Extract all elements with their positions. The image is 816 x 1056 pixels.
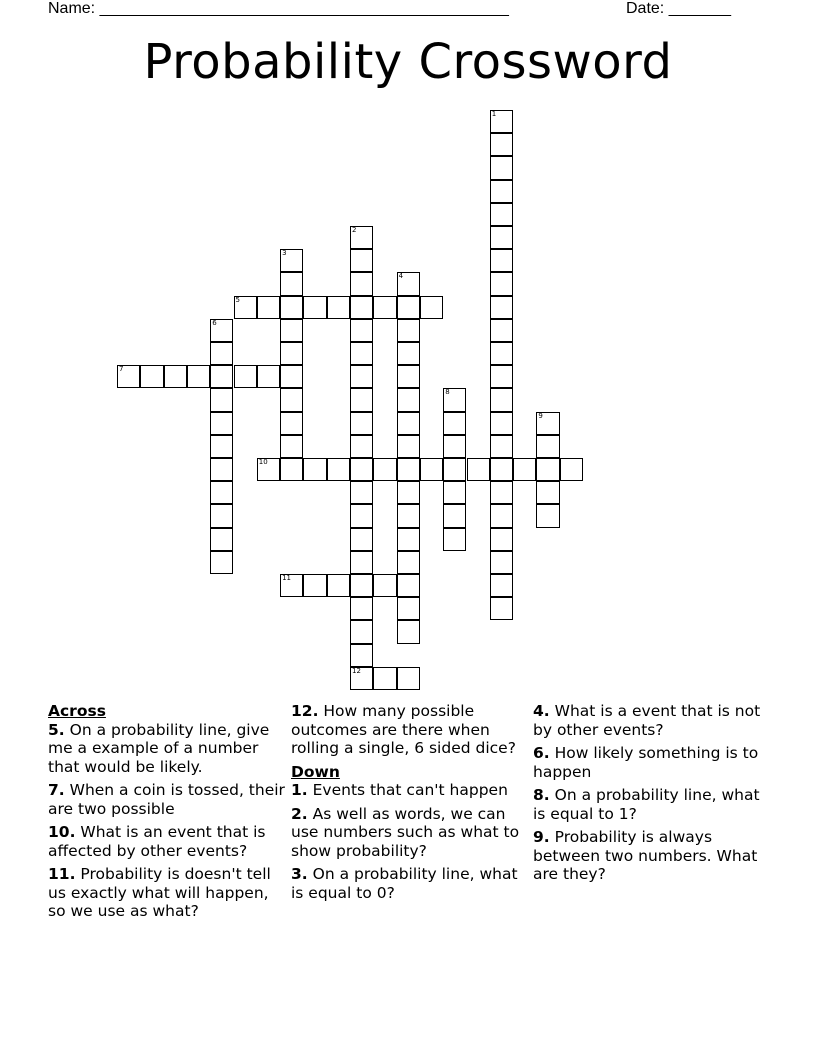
crossword-cell[interactable] (280, 574, 303, 597)
crossword-cell[interactable] (490, 504, 513, 527)
crossword-cell[interactable] (490, 296, 513, 319)
crossword-cell[interactable] (373, 296, 396, 319)
crossword-cell[interactable] (210, 412, 233, 435)
clue-text: Probability is always between two numbers. What are they? (533, 828, 758, 883)
crossword-cell[interactable] (234, 296, 257, 319)
cell-number: 5 (235, 295, 240, 304)
crossword-cell[interactable] (350, 319, 373, 342)
crossword-cell[interactable] (280, 272, 303, 295)
crossword-cell[interactable] (327, 574, 350, 597)
clue-text: On a probability line, give me a example of a number that would be likely. (48, 720, 270, 776)
crossword-cell[interactable] (187, 365, 210, 388)
crossword-cell[interactable] (350, 412, 373, 435)
crossword-cell[interactable] (397, 412, 420, 435)
name-field-label: Name: ______________________________________________ (48, 0, 509, 17)
crossword-cell[interactable] (303, 296, 326, 319)
clue-text: What is a event that is not by other events? (533, 702, 761, 739)
page-title: Probability Crossword (143, 34, 673, 90)
clue-number: 9. (533, 828, 550, 846)
crossword-cell[interactable] (490, 133, 513, 156)
crossword-cell[interactable] (350, 644, 373, 667)
clue-column-2 (291, 702, 531, 907)
crossword-cell[interactable] (490, 365, 513, 388)
clue-down-4 (533, 702, 773, 739)
crossword-cell[interactable] (280, 458, 303, 481)
crossword-cell[interactable] (117, 365, 140, 388)
crossword-cell[interactable] (536, 458, 559, 481)
crossword-cell[interactable] (257, 365, 280, 388)
crossword-cell[interactable] (490, 319, 513, 342)
crossword-cell[interactable] (443, 504, 466, 527)
crossword-cell[interactable] (280, 365, 303, 388)
crossword-cell[interactable] (397, 296, 420, 319)
clue-across-7 (48, 781, 288, 818)
clue-across-5 (48, 721, 288, 777)
crossword-cell[interactable] (467, 458, 490, 481)
crossword-cell[interactable] (397, 481, 420, 504)
crossword-cell[interactable] (443, 458, 466, 481)
clue-down-1 (291, 781, 531, 800)
crossword-cell[interactable] (303, 574, 326, 597)
crossword-cell[interactable] (280, 412, 303, 435)
cell-number: 7 (119, 365, 124, 374)
crossword-cell[interactable] (490, 388, 513, 411)
crossword-cell[interactable] (303, 458, 326, 481)
crossword-cell[interactable] (210, 319, 233, 342)
crossword-cell[interactable] (350, 435, 373, 458)
clue-text: When a coin is tossed, their are two possible (48, 781, 285, 818)
crossword-cell[interactable] (536, 435, 559, 458)
crossword-cell[interactable] (397, 620, 420, 643)
crossword-cell[interactable] (350, 574, 373, 597)
crossword-cell[interactable] (490, 435, 513, 458)
crossword-cell[interactable] (490, 272, 513, 295)
down-heading: Down (291, 762, 340, 781)
crossword-cell[interactable] (280, 435, 303, 458)
cell-number: 6 (212, 318, 217, 327)
clue-across-10 (48, 823, 288, 860)
clue-down-2 (291, 805, 531, 861)
date-field-label: Date: _______ (626, 0, 731, 17)
clue-across-11 (48, 865, 288, 921)
crossword-cell[interactable] (210, 528, 233, 551)
crossword-cell[interactable] (490, 110, 513, 133)
crossword-cell[interactable] (397, 528, 420, 551)
crossword-cell[interactable] (536, 504, 559, 527)
clue-text: As well as words, we can use numbers such as what to show probability? (291, 804, 520, 860)
crossword-cell[interactable] (210, 481, 233, 504)
crossword-cell[interactable] (397, 504, 420, 527)
crossword-cell[interactable] (490, 203, 513, 226)
clue-text: Events that can't happen (312, 781, 508, 799)
clue-across-12 (291, 702, 531, 758)
crossword-cell[interactable] (397, 435, 420, 458)
crossword-cell[interactable] (350, 272, 373, 295)
crossword-cell[interactable] (397, 319, 420, 342)
clue-down-9 (533, 828, 773, 884)
crossword-cell[interactable] (210, 342, 233, 365)
crossword-cell[interactable] (280, 296, 303, 319)
crossword-cell[interactable] (280, 319, 303, 342)
clue-text: On a probability line, what is equal to 0? (291, 865, 518, 902)
cell-number: 10 (258, 458, 268, 466)
crossword-cell[interactable] (490, 249, 513, 272)
cell-number: 8 (445, 388, 450, 397)
clue-down-3 (291, 865, 531, 902)
crossword-cell[interactable] (536, 481, 559, 504)
cell-number: 12 (352, 666, 361, 675)
crossword-cell[interactable] (350, 458, 373, 481)
crossword-cell[interactable] (350, 365, 373, 388)
crossword-cell[interactable] (490, 226, 513, 249)
crossword-cell[interactable] (350, 296, 373, 319)
crossword-cell[interactable] (536, 412, 559, 435)
crossword-cell[interactable] (490, 342, 513, 365)
clue-number: 5. (48, 720, 65, 739)
crossword-cell[interactable] (350, 504, 373, 527)
clue-number: 7. (48, 781, 65, 799)
crossword-cell[interactable] (420, 296, 443, 319)
crossword-cell[interactable] (280, 249, 303, 272)
clue-number: 4. (533, 702, 550, 720)
crossword-cell[interactable] (490, 528, 513, 551)
clue-text: On a probability line, what is equal to 1? (533, 786, 760, 823)
clue-number: 8. (533, 786, 550, 804)
crossword-cell[interactable] (210, 365, 233, 388)
crossword-cell[interactable] (210, 388, 233, 411)
crossword-cell[interactable] (350, 667, 373, 690)
crossword-cell[interactable] (397, 597, 420, 620)
crossword-cell[interactable] (420, 458, 443, 481)
crossword-cell[interactable] (443, 481, 466, 504)
clue-number: 1. (291, 781, 308, 799)
crossword-cell[interactable] (397, 574, 420, 597)
crossword-cell[interactable] (397, 667, 420, 690)
cell-number: 9 (538, 411, 543, 420)
crossword-cell[interactable] (490, 412, 513, 435)
crossword-cell[interactable] (350, 597, 373, 620)
clue-text: What is an event that is affected by other events? (48, 823, 266, 860)
crossword-cell[interactable] (397, 551, 420, 574)
crossword-cell[interactable] (210, 551, 233, 574)
crossword-cell[interactable] (490, 180, 513, 203)
crossword-cell[interactable] (257, 458, 280, 481)
crossword-cell[interactable] (490, 574, 513, 597)
crossword-cell[interactable] (490, 481, 513, 504)
crossword-cell[interactable] (490, 551, 513, 574)
clue-number: 3. (291, 865, 308, 883)
crossword-cell[interactable] (373, 574, 396, 597)
crossword-cell[interactable] (350, 551, 373, 574)
cell-number: 11 (282, 574, 292, 582)
crossword-cell[interactable] (490, 156, 513, 179)
crossword-cell[interactable] (350, 481, 373, 504)
crossword-cell[interactable] (327, 296, 350, 319)
crossword-cell[interactable] (350, 528, 373, 551)
crossword-cell[interactable] (443, 435, 466, 458)
clue-number: 2. (291, 804, 308, 823)
clue-text: How many possible outcomes are there when rolling a single, 6 sided dice? (291, 702, 516, 757)
crossword-cell[interactable] (350, 620, 373, 643)
crossword-cell[interactable] (210, 435, 233, 458)
crossword-cell[interactable] (490, 458, 513, 481)
crossword-cell[interactable] (443, 528, 466, 551)
clue-down-6 (533, 744, 773, 781)
crossword-cell[interactable] (397, 365, 420, 388)
clue-number: 10. (48, 823, 76, 841)
crossword-cell[interactable] (280, 388, 303, 411)
crossword-cell[interactable] (280, 342, 303, 365)
crossword-cell[interactable] (327, 458, 350, 481)
clue-column-1 (48, 702, 288, 926)
clue-number: 11. (48, 865, 76, 883)
cell-number: 2 (352, 226, 357, 234)
crossword-cell[interactable] (257, 296, 280, 319)
crossword-cell[interactable] (210, 458, 233, 481)
clue-text: Probability is doesn't tell us exactly what will happen, so we use as what? (48, 865, 271, 920)
cell-number: 4 (398, 272, 404, 281)
clue-column-3 (533, 702, 773, 889)
crossword-cell[interactable] (397, 388, 420, 411)
crossword-cell[interactable] (140, 365, 163, 388)
crossword-cell[interactable] (373, 667, 396, 690)
crossword-cell[interactable] (350, 226, 373, 249)
crossword-cell[interactable] (350, 249, 373, 272)
crossword-cell[interactable] (443, 412, 466, 435)
across-heading: Across (48, 702, 106, 720)
clue-text: How likely something is to happen (533, 744, 759, 781)
crossword-cell[interactable] (560, 458, 583, 481)
cell-number: 3 (282, 249, 287, 258)
crossword-cell[interactable] (513, 458, 536, 481)
crossword-cell[interactable] (373, 458, 396, 481)
crossword-cell[interactable] (490, 597, 513, 620)
crossword-cell[interactable] (350, 342, 373, 365)
clue-number: 12. (291, 702, 319, 720)
crossword-cell[interactable] (164, 365, 187, 388)
cell-number: 1 (491, 110, 497, 118)
clue-down-8 (533, 786, 773, 823)
crossword-cell[interactable] (397, 342, 420, 365)
crossword-cell[interactable] (210, 504, 233, 527)
crossword-cell[interactable] (443, 388, 466, 411)
crossword-cell[interactable] (397, 458, 420, 481)
crossword-cell[interactable] (350, 388, 373, 411)
crossword-cell[interactable] (397, 272, 420, 295)
crossword-cell[interactable] (234, 365, 257, 388)
clue-number: 6. (533, 744, 550, 762)
